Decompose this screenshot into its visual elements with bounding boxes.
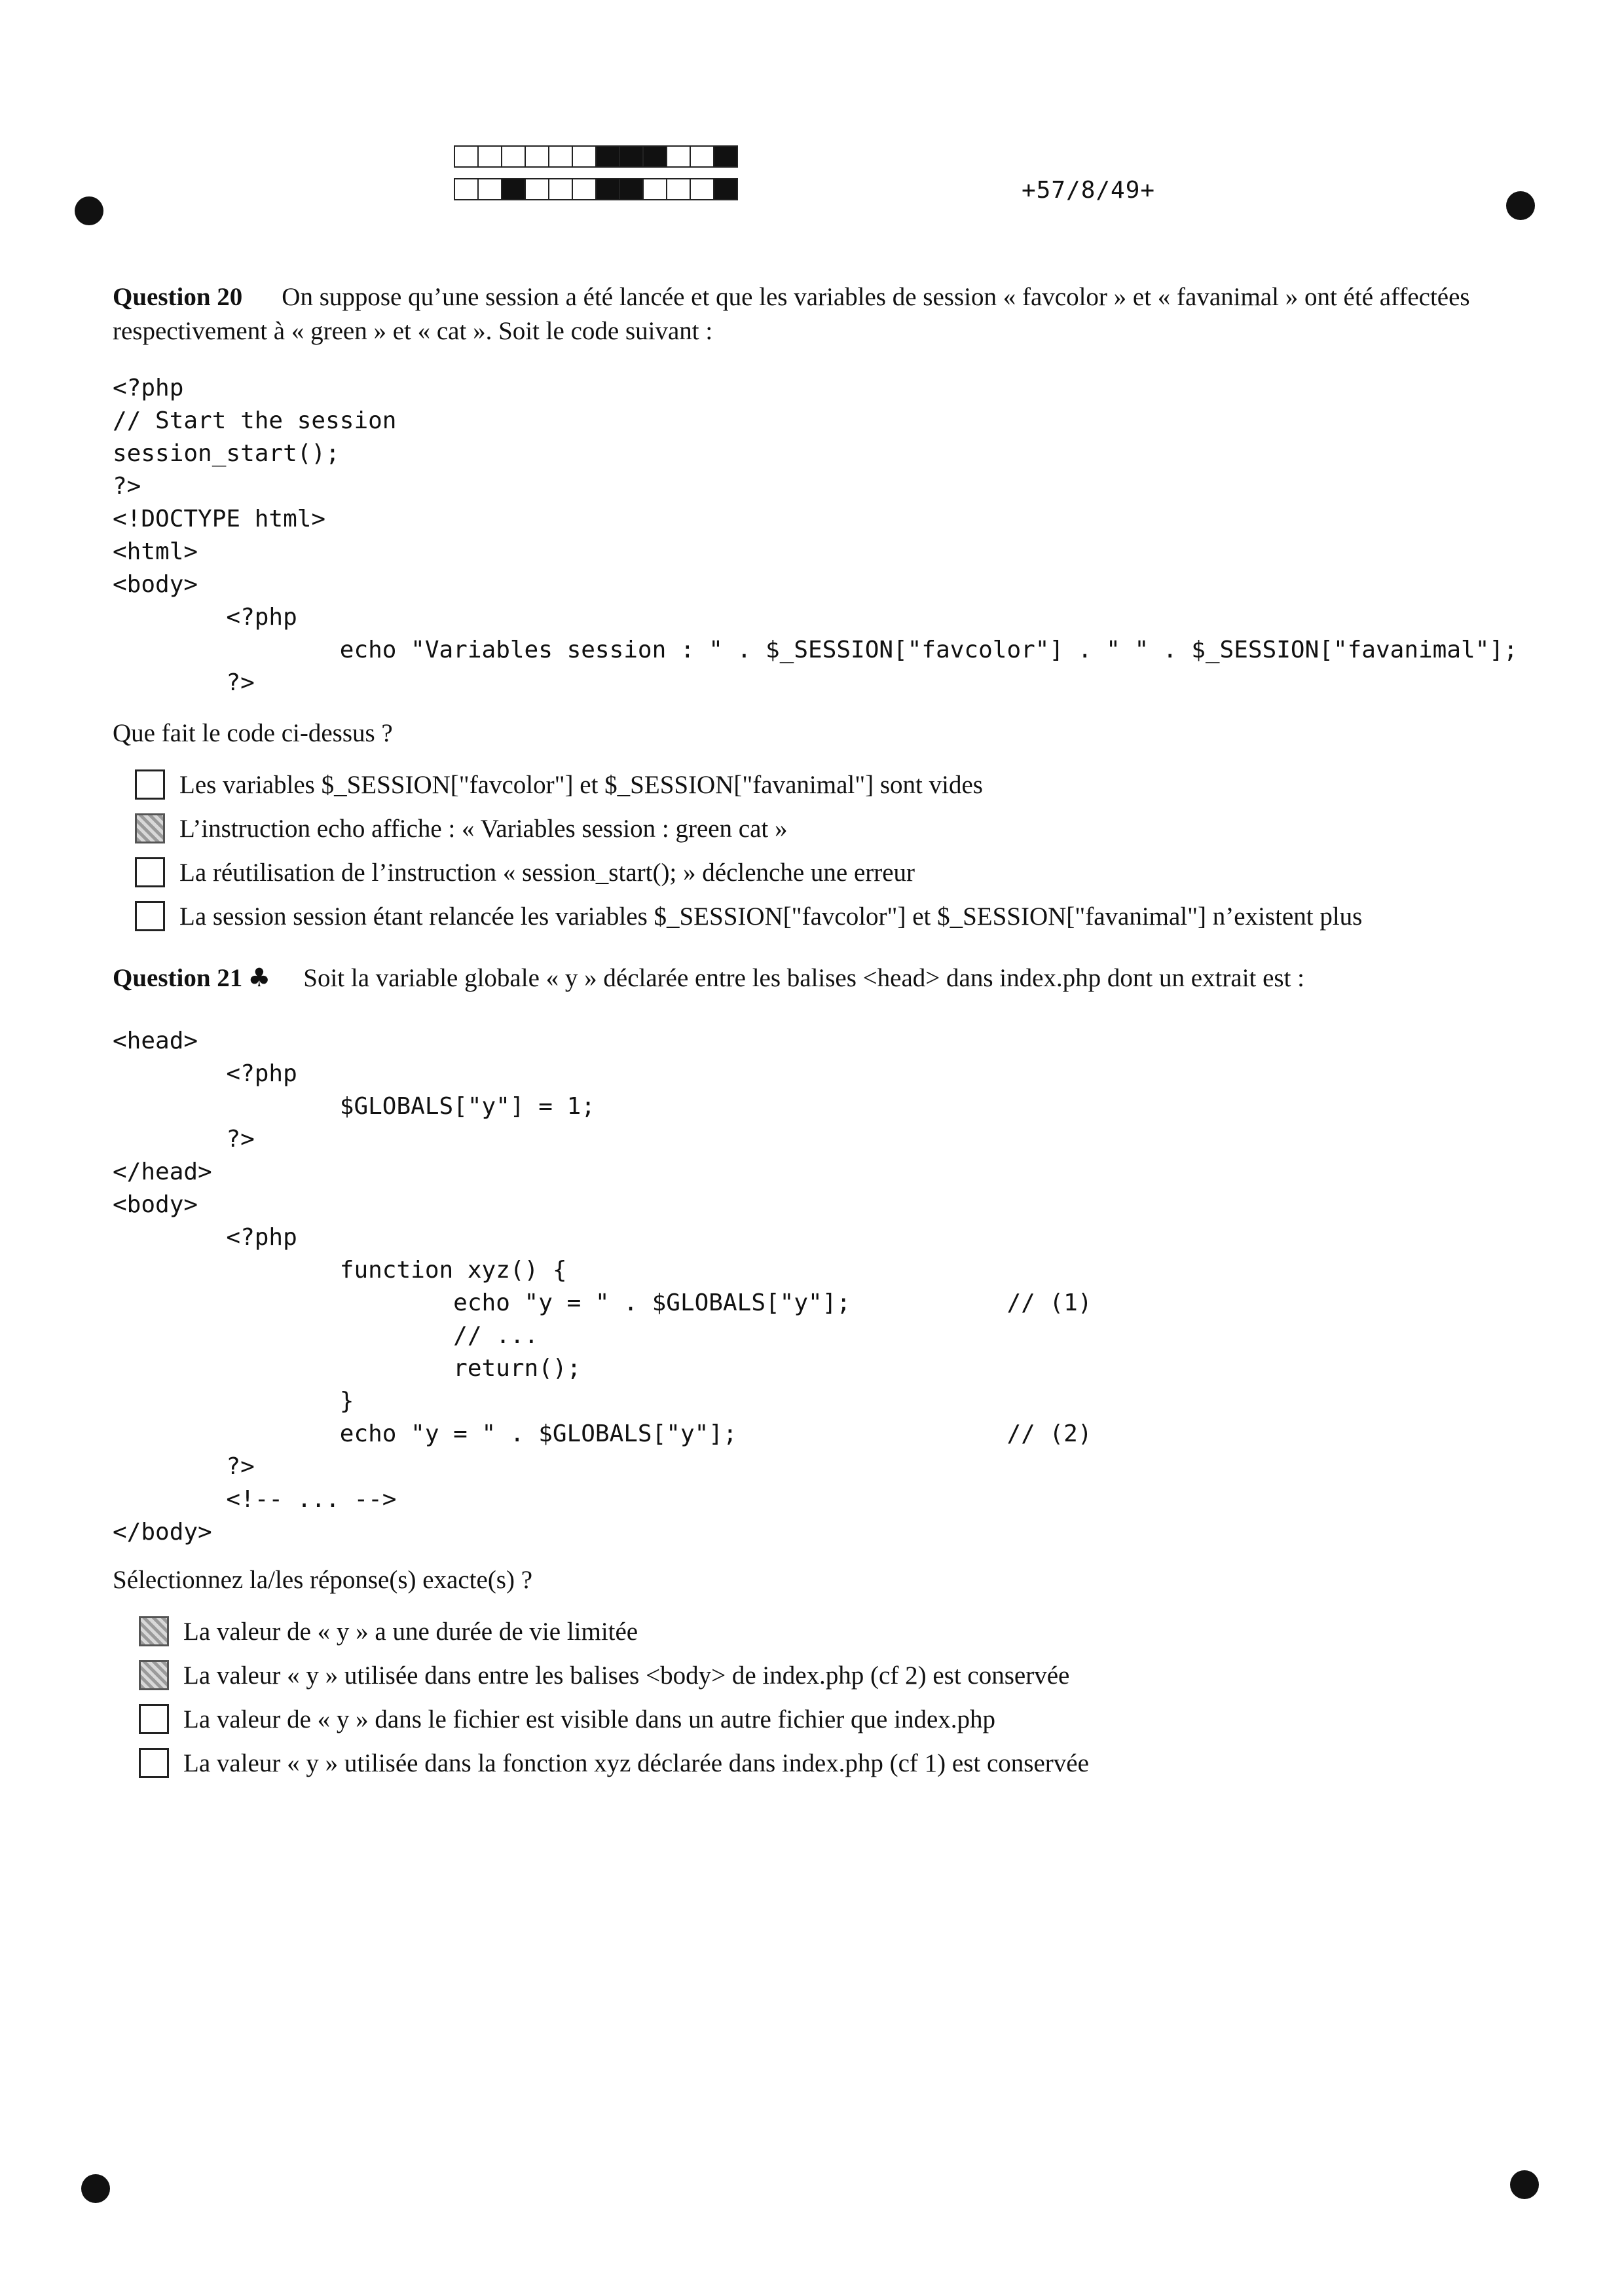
- q20-option-3[interactable]: [135, 857, 915, 887]
- barcode-cell: [525, 178, 549, 200]
- q20-option-4[interactable]: [135, 901, 1362, 931]
- barcode-cell: [595, 145, 620, 168]
- barcode-cell: [666, 145, 691, 168]
- barcode-row-1: [455, 145, 738, 168]
- barcode-row-2: [455, 178, 738, 200]
- option-label: La valeur « y » utilisée dans la fonction xyz déclarée dans index.php (cf 1) est conservée: [183, 1749, 1089, 1777]
- page-code: +57/8/49+: [1022, 177, 1156, 204]
- q20-option-2[interactable]: [135, 813, 788, 843]
- barcode-cell: [548, 145, 573, 168]
- question-20-text: On suppose qu’une session a été lancée et que les variables de session « favcolor » et « favanimal » ont été affectées respectivement à « green » et « cat ». Soit le code suivant :: [113, 283, 1470, 345]
- registration-mark-top-left: [75, 196, 103, 225]
- barcode-cell: [525, 145, 549, 168]
- checkbox[interactable]: [139, 1704, 169, 1734]
- q21-option-1[interactable]: [139, 1616, 638, 1646]
- barcode-cell: [690, 145, 714, 168]
- q20-option-1[interactable]: [135, 769, 983, 800]
- q21-option-4[interactable]: [139, 1748, 1089, 1778]
- registration-mark-top-right: [1506, 191, 1535, 220]
- question-21: [113, 961, 1521, 995]
- option-label: L’instruction echo affiche : « Variables session : green cat »: [179, 814, 788, 843]
- option-label: La valeur « y » utilisée dans entre les balises <body> de index.php (cf 2) est conservée: [183, 1661, 1070, 1690]
- question-21-label: Question 21 ♣: [113, 963, 271, 993]
- registration-mark-bottom-right: [1510, 2170, 1539, 2199]
- question-21-text: Soit la variable globale « y » déclarée entre les balises <head> dans index.php dont un extrait est :: [303, 964, 1305, 992]
- barcode-cell: [595, 178, 620, 200]
- barcode-cell: [690, 178, 714, 200]
- barcode-cell: [572, 145, 597, 168]
- question-20: [113, 280, 1521, 348]
- q21-option-3[interactable]: [139, 1704, 995, 1734]
- barcode-cell: [548, 178, 573, 200]
- checkbox[interactable]: [135, 769, 165, 800]
- checkbox[interactable]: [139, 1748, 169, 1778]
- barcode-cell: [454, 145, 479, 168]
- option-label: Les variables $_SESSION["favcolor"] et $_SESSION["favanimal"] sont vides: [179, 770, 983, 799]
- checkbox[interactable]: [135, 813, 165, 843]
- question-20-prompt: Que fait le code ci-dessus ?: [113, 719, 393, 747]
- question-20-label: Question 20: [113, 283, 243, 311]
- barcode-cell: [713, 178, 738, 200]
- barcode-cell: [501, 178, 526, 200]
- checkbox[interactable]: [139, 1616, 169, 1646]
- barcode-cell: [619, 178, 644, 200]
- question-21-code: <head> <?php $GLOBALS["y"] = 1; ?> </head> <body> <?php function xyz() { echo "y = " . $GLOBALS["y"]; // (1) // ... return(); } echo "y = " . $GLOBALS["y"]; // (2) ?> <!-- ... --> </body>: [113, 1028, 1092, 1546]
- barcode-cell: [477, 145, 502, 168]
- barcode-cell: [501, 145, 526, 168]
- option-label: La valeur de « y » a une durée de vie limitée: [183, 1617, 638, 1646]
- checkbox[interactable]: [135, 857, 165, 887]
- option-label: La réutilisation de l’instruction « session_start(); » déclenche une erreur: [179, 858, 915, 887]
- option-label: La valeur de « y » dans le fichier est visible dans un autre fichier que index.php: [183, 1705, 996, 1733]
- barcode-cell: [477, 178, 502, 200]
- barcode-cell: [642, 178, 667, 200]
- checkbox[interactable]: [139, 1660, 169, 1690]
- q21-option-2[interactable]: [139, 1660, 1069, 1690]
- barcode-cell: [642, 145, 667, 168]
- barcode-cell: [572, 178, 597, 200]
- question-20-code: <?php // Start the session session_start(); ?> <!DOCTYPE html> <html> <body> <?php echo "Variables session : " . $_SESSION["favcolor"] . " " . $_SESSION["favanimal"]; ?>: [113, 375, 1518, 696]
- barcode-cell: [713, 145, 738, 168]
- barcode-cell: [454, 178, 479, 200]
- option-label: La session session étant relancée les variables $_SESSION["favcolor"] et $_SESSION["favanimal"] n’existent plus: [179, 902, 1363, 931]
- registration-mark-bottom-left: [81, 2174, 110, 2203]
- checkbox[interactable]: [135, 901, 165, 931]
- barcode-cell: [666, 178, 691, 200]
- question-21-prompt: Sélectionnez la/les réponse(s) exacte(s) ?: [113, 1566, 533, 1594]
- barcode-cell: [619, 145, 644, 168]
- club-icon: ♣: [248, 963, 271, 993]
